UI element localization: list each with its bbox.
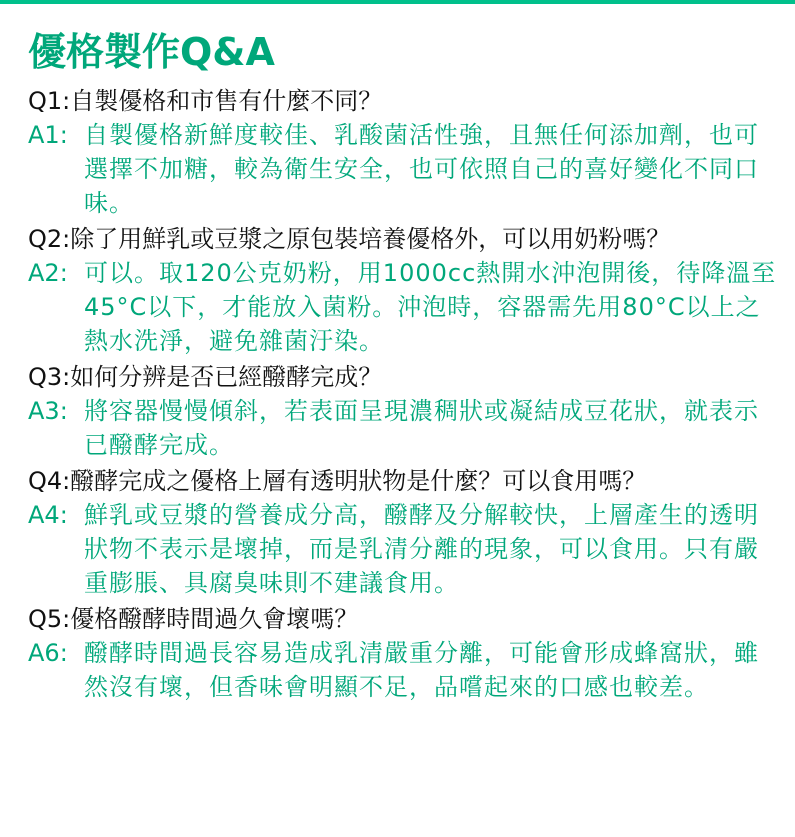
answer <box>28 394 778 462</box>
question-number: Q5: <box>28 605 71 633</box>
answer-number: A1: <box>28 121 68 149</box>
question-text: 自製優格和市售有什麼不同？ <box>70 87 383 115</box>
question-number: Q3: <box>28 363 71 391</box>
question-number: Q1: <box>28 87 71 115</box>
answer-number: A2: <box>28 259 68 287</box>
answer-number: A3: <box>28 397 68 425</box>
question-text: 除了用鮮乳或豆漿之原包裝培養優格外，可以用奶粉嗎？ <box>70 225 671 253</box>
question <box>28 222 778 256</box>
question <box>28 602 778 636</box>
question-text: 優格醱酵時間過久會壞嗎？ <box>70 605 359 633</box>
answer-text: 醱酵時間過長容易造成乳清嚴重分離，可能會形成蜂窩狀，雖然沒有壞，但香味會明顯不足，品嚐起來的口感也較差。 <box>84 639 759 701</box>
faq-item <box>28 222 778 358</box>
question-number: Q2: <box>28 225 71 253</box>
answer-number: A6: <box>28 639 68 667</box>
faq-item <box>28 84 778 220</box>
top-divider <box>0 0 795 4</box>
answer-text: 可以。取120公克奶粉，用1000cc熱開水沖泡開後，待降溫至45°C以下，才能放入菌粉。沖泡時，容器需先用80°C以上之熱水洗淨，避免雜菌汙染。 <box>84 259 777 355</box>
question-number: Q4: <box>28 467 71 495</box>
answer <box>28 256 778 358</box>
answer <box>28 498 778 600</box>
question <box>28 464 778 498</box>
answer <box>28 118 778 220</box>
question-text: 醱酵完成之優格上層有透明狀物是什麼？可以食用嗎？ <box>70 467 647 495</box>
answer-text: 將容器慢慢傾斜，若表面呈現濃稠狀或凝結成豆花狀，就表示已醱酵完成。 <box>84 397 759 459</box>
question <box>28 84 778 118</box>
answer-text: 自製優格新鮮度較佳、乳酸菌活性強，且無任何添加劑，也可選擇不加糖，較為衛生安全，也可依照自己的喜好變化不同口味。 <box>84 121 759 217</box>
answer-text: 鮮乳或豆漿的營養成分高，醱酵及分解較快，上層產生的透明狀物不表示是壞掉，而是乳清分離的現象，可以食用。只有嚴重膨脹、具腐臭味則不建議食用。 <box>84 501 759 597</box>
answer-number: A4: <box>28 501 68 529</box>
faq-item <box>28 602 778 704</box>
answer <box>28 636 778 704</box>
page-title: 優格製作Q&A <box>28 30 275 74</box>
faq-item <box>28 360 778 462</box>
question-text: 如何分辨是否已經醱酵完成？ <box>70 363 383 391</box>
faq-item <box>28 464 778 600</box>
question <box>28 360 778 394</box>
faq-list <box>28 84 778 706</box>
